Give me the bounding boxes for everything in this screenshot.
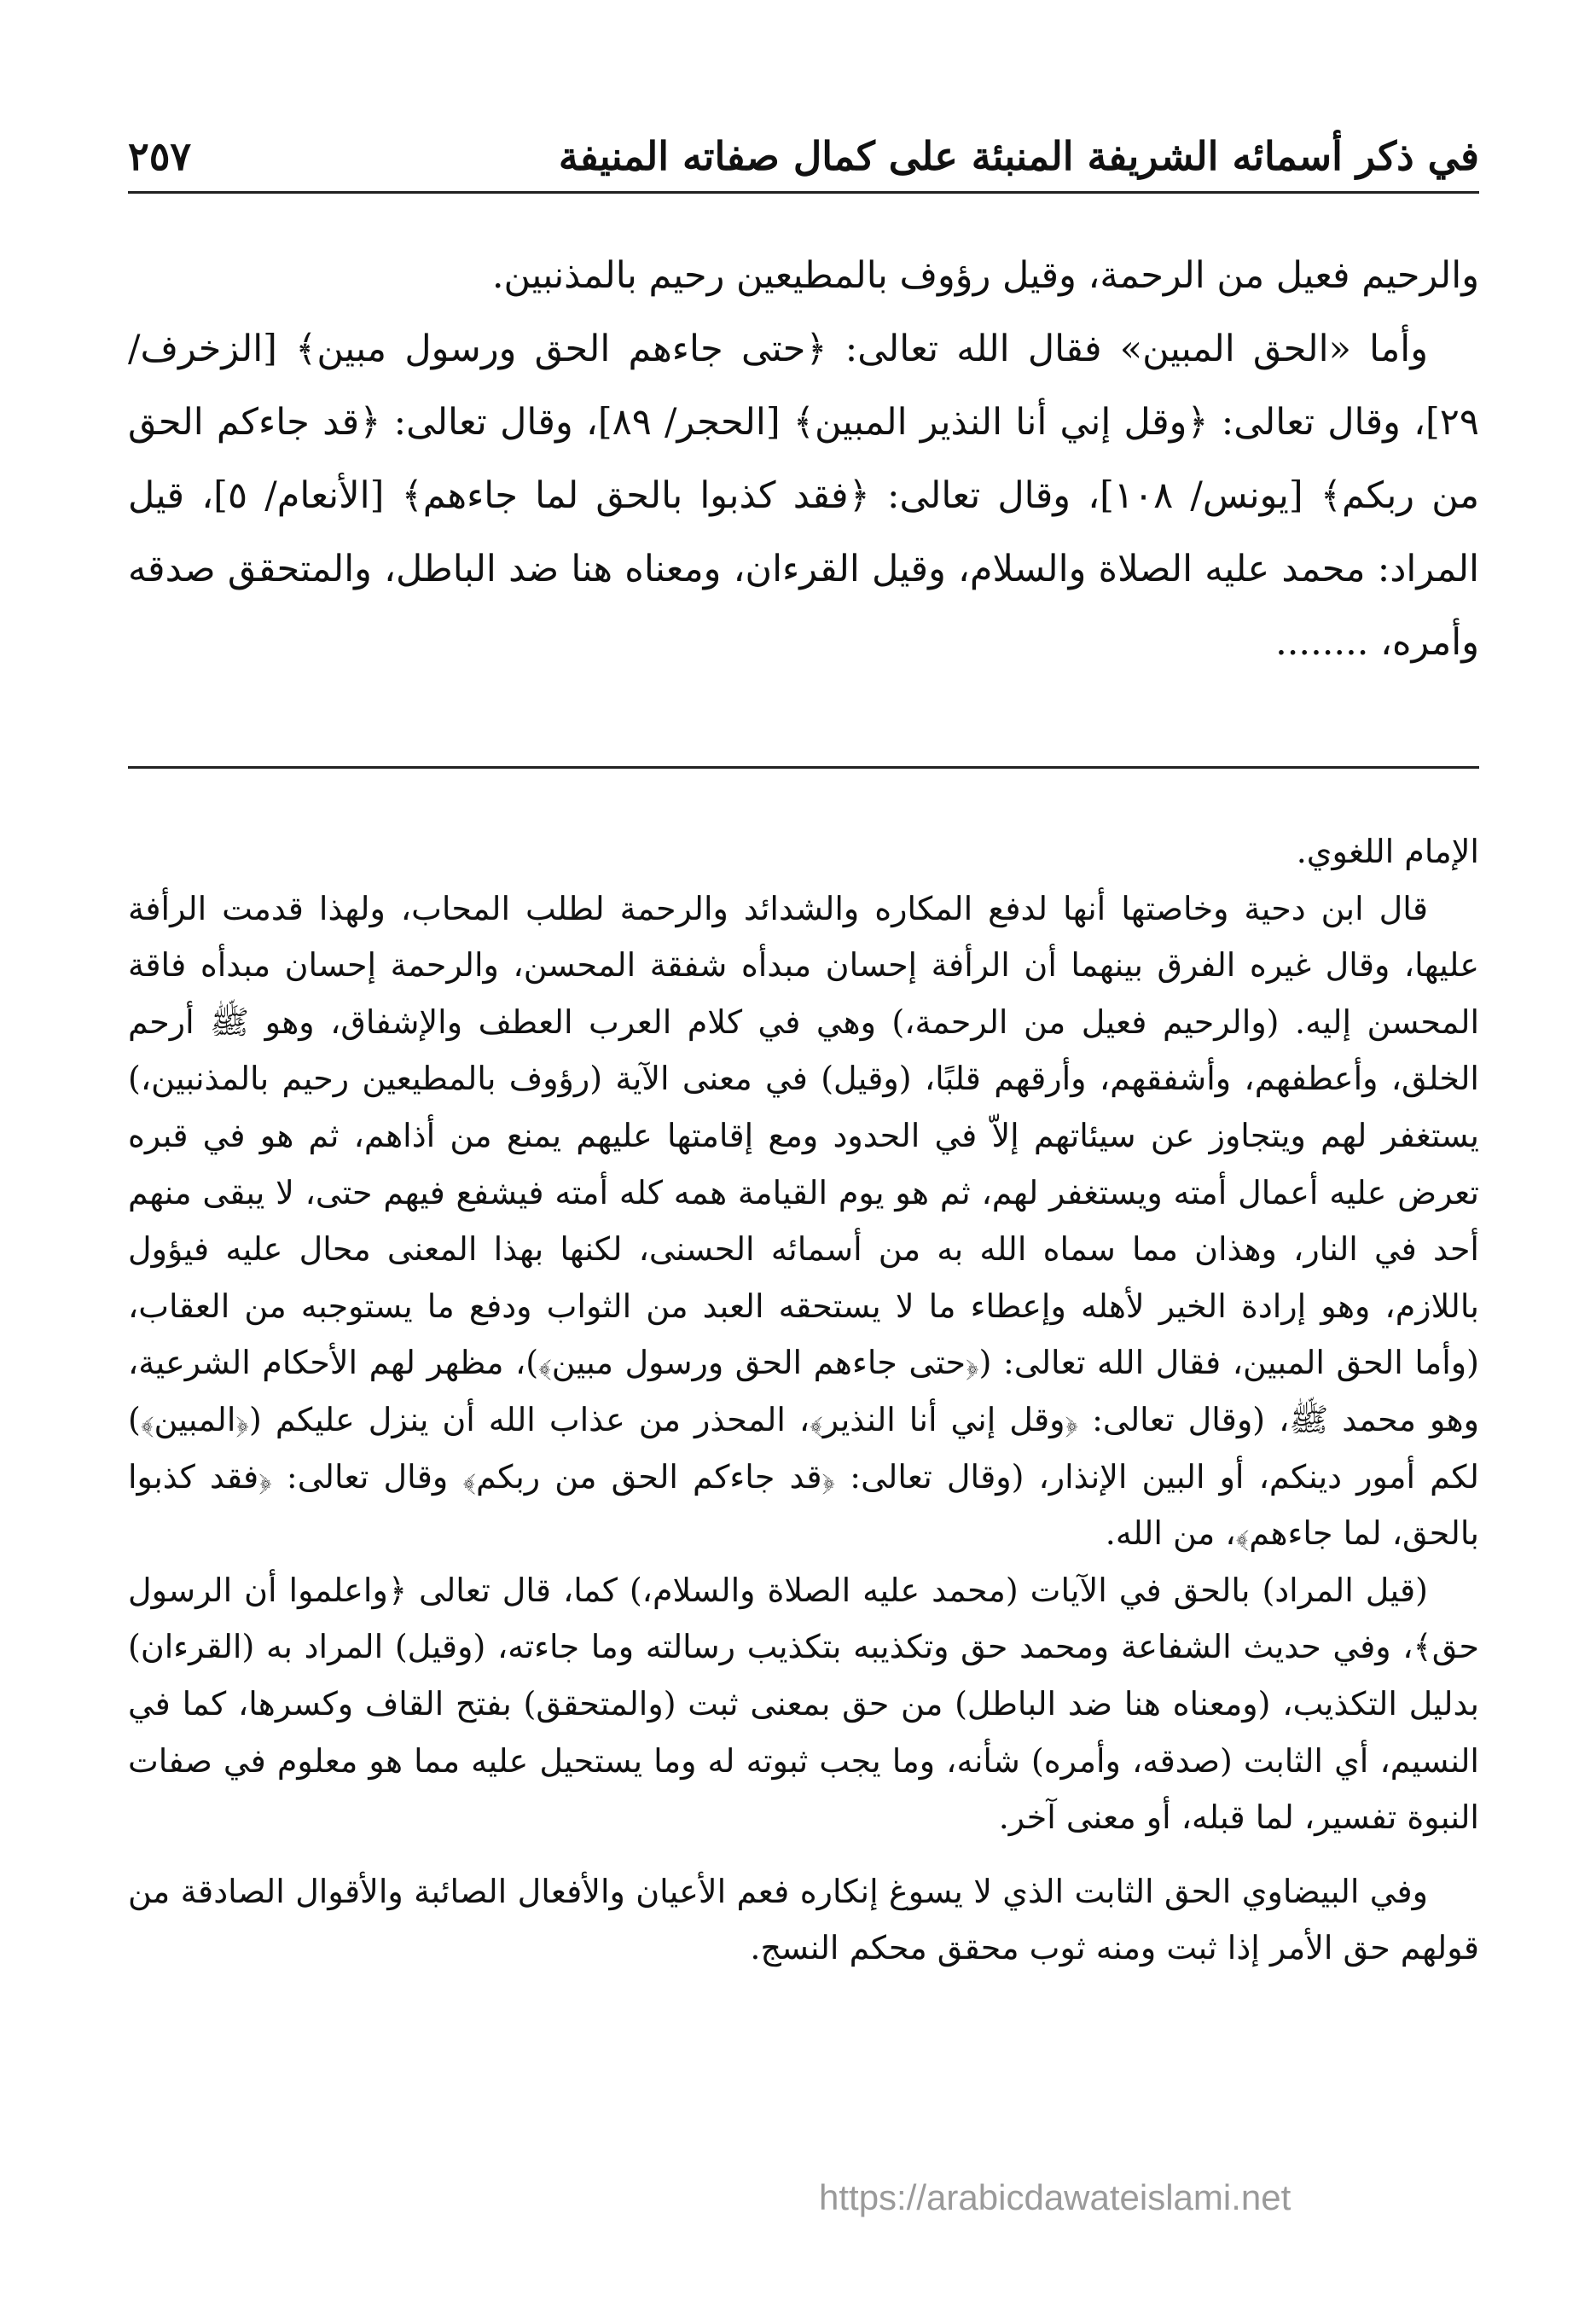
source-watermark: https://arabicdawateislami.net	[819, 2177, 1291, 2217]
commentary-paragraph-4: وفي البيضاوي الحق الثابت الذي لا يسوغ إنكاره فعم الأعيان والأفعال الصائبة والأقوال الصادقة من قولهم حق الأمر إذا ثبت ومنه ثوب محقق محكم النسج.	[128, 1872, 1479, 1967]
running-title: في ذكر أسمائه الشريفة المنبئة على كمال صفاته المنيفة	[558, 133, 1479, 179]
commentary-paragraph-1: الإمام اللغوي.	[1296, 833, 1479, 870]
main-text	[128, 239, 1479, 679]
page-number: ٢٥٧	[128, 133, 192, 179]
page-header	[128, 111, 1479, 194]
commentary-paragraph-2: قال ابن دحية وخاصتها أنها لدفع المكاره والشدائد والرحمة لطلب المحاب، ولهذا قدمت الرأفة عليها، وقال غيره الفرق بينهما أن الرأفة إحسان مبدأه شفقة المحسن، والرحمة إحسان مبدأه فاقة المحسن إليه. (والرحيم فعيل من الرحمة،) وهي في كلام العرب العطف والإشفاق، وهو ﷺ أرحم الخلق، وأعطفهم، وأشفقهم، وأرقهم قلبًا، (وقيل) في معنى الآية (رؤوف بالمطيعين رحيم بالمذنبين،) يستغفر لهم ويتجاوز عن سيئاتهم إلاّ في الحدود ومع إقامتها عليهم يمنع من أذاهم، ثم هو في قبره تعرض عليه أعمال أمته ويستغفر لهم، ثم هو يوم القيامة همه كله أمته فيشفع فيهم حتى، لا يبقى منهم أحد في النار، وهذان مما سماه الله به من أسمائه الحسنى، لكنها بهذا المعنى محال عليه فيؤول باللازم، وهو إرادة الخير لأهله وإعطاء ما لا يستحقه العبد من الثواب ودفع ما يستوجبه من العقاب، (وأما الحق المبين، فقال الله تعالى: (﴿حتى جاءهم الحق ورسول مبين﴾)، مظهر لهم الأحكام الشرعية، وهو محمد ﷺ، (وقال تعالى: ﴿وقل إني أنا النذير﴾، المحذر من عذاب الله أن ينزل عليكم (﴿المبين﴾) لكم أمور دينكم، أو البين الإنذار، (وقال تعالى: ﴿قد جاءكم الحق من ربكم﴾ وقال تعالى: ﴿فقد كذبوا بالحق، لما جاءهم﴾، من الله.	[128, 889, 1479, 1553]
main-paragraph-1: والرحيم فعيل من الرحمة، وقيل رؤوف بالمطيعين رحيم بالمذنبين.	[491, 254, 1479, 297]
commentary-text	[128, 823, 1479, 1977]
main-paragraph-2: وأما «الحق المبين» فقال الله تعالى: ﴿حتى جاءهم الحق ورسول مبين﴾ [الزخرف/ ٢٩]، وقال تعالى: ﴿وقل إني أنا النذير المبين﴾ [الحجر/ ٨٩]، وقال تعالى: ﴿قد جاءكم الحق من ربكم﴾ [يونس/ ١٠٨]، وقال تعالى: ﴿فقد كذبوا بالحق لما جاءهم﴾ [الأنعام/ ٥]، قيل المراد: محمد عليه الصلاة والسلام، وقيل القرءان، ومعناه هنا ضد الباطل، والمتحقق صدقه وأمره، ........	[128, 328, 1480, 664]
commentary-paragraph-3: (قيل المراد) بالحق في الآيات (محمد عليه الصلاة والسلام،) كما، قال تعالى ﴿واعلموا أن الرسول حق﴾، وفي حديث الشفاعة ومحمد حق وتكذيبه بتكذيب رسالته وما جاءته، (وقيل) المراد به (القرءان) بدليل التكذيب، (ومعناه هنا ضد الباطل) من حق بمعنى ثبت (والمتحقق) بفتح القاف وكسرها، كما في النسيم، أي الثابت (صدقه، وأمره) شأنه، وما يجب ثبوته له وما يستحيل عليه مما هو معلوم في صفات النبوة تفسير، لما قبله، أو معنى آخر.	[128, 1571, 1479, 1837]
separator-line	[128, 766, 1479, 769]
